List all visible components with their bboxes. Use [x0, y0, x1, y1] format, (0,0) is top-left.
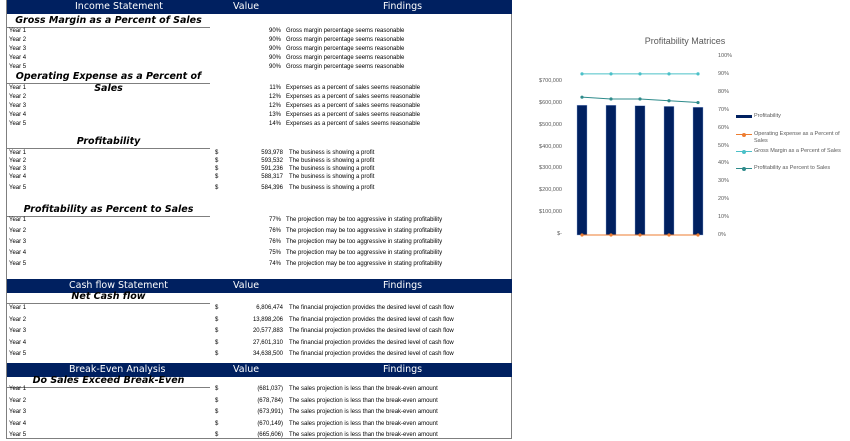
- row-finding: The sales projection is less than the break-even amount: [289, 420, 438, 427]
- profitability-bar: [606, 105, 616, 235]
- marker-swatch-icon: [742, 133, 746, 137]
- series-marker: [638, 233, 641, 236]
- chart-title: Profitability Matrices: [644, 36, 726, 46]
- row-finding: Expenses as a percent of sales seems reasonable: [286, 112, 421, 118]
- currency-symbol: $: [215, 150, 219, 156]
- table-row: [7, 339, 512, 348]
- table-row: [7, 45, 512, 54]
- table-row: [7, 27, 512, 36]
- currency-symbol: $: [215, 166, 219, 172]
- header-value: Value: [233, 364, 260, 375]
- currency-symbol: $: [215, 305, 219, 311]
- y-axis-right-tick: 50%: [718, 142, 730, 149]
- y-axis-left-tick: $500,000: [539, 121, 562, 128]
- row-label: Year 1: [9, 386, 27, 392]
- table-row: [7, 431, 512, 440]
- row-value: 14%: [269, 121, 282, 127]
- row-value: 593,532: [261, 158, 283, 164]
- row-value: 591,236: [261, 166, 283, 172]
- row-label: Year 3: [9, 239, 27, 245]
- series-marker: [609, 72, 612, 75]
- header-findings: Findings: [383, 280, 423, 291]
- header-findings: Findings: [383, 364, 423, 375]
- row-value: 76%: [269, 228, 282, 234]
- y-axis-right-tick: 0%: [718, 232, 726, 238]
- row-value: 77%: [269, 217, 282, 223]
- row-label: Year 2: [9, 94, 27, 100]
- marker-swatch-icon: [742, 167, 746, 171]
- row-value: 34,638,500: [252, 351, 283, 357]
- profitability-bar: [635, 106, 645, 235]
- table-row: [7, 54, 512, 63]
- currency-symbol: $: [215, 316, 219, 323]
- row-label: Year 4: [9, 55, 27, 61]
- legend-item: [736, 165, 848, 172]
- legend-label: Profitability as Percent to Sales: [754, 165, 831, 171]
- bar-swatch-icon: [736, 115, 752, 118]
- row-label: Year 2: [9, 316, 27, 323]
- series-marker: [696, 72, 699, 75]
- row-finding: The sales projection is less than the break-even amount: [289, 397, 438, 404]
- y-axis-left-tick: $600,000: [539, 99, 562, 106]
- row-value: 90%: [269, 64, 282, 70]
- row-value: 20,577,883: [252, 328, 283, 334]
- row-finding: The business is showing a profit: [289, 158, 375, 164]
- currency-symbol: $: [215, 351, 219, 357]
- row-finding: The business is showing a profit: [289, 185, 375, 191]
- profitability-bar: [693, 107, 703, 235]
- row-finding: The financial projection provides the desired level of cash flow: [289, 339, 454, 346]
- series-marker: [609, 97, 612, 100]
- row-finding: Gross margin percentage seems reasonable: [286, 64, 405, 70]
- table-row: [7, 227, 512, 236]
- row-value: 90%: [269, 46, 282, 52]
- income-statement-header: [7, 0, 512, 14]
- row-finding: Expenses as a percent of sales seems reasonable: [286, 94, 421, 100]
- table-row: [7, 350, 512, 359]
- row-value: 11%: [269, 85, 281, 91]
- series-marker: [667, 72, 670, 75]
- currency-symbol: $: [215, 339, 219, 346]
- row-value: 12%: [269, 94, 282, 100]
- series-marker: [609, 233, 612, 236]
- legend-label: Operating Expense as a Percent of Sales: [754, 131, 840, 144]
- row-label: Year 3: [9, 166, 27, 172]
- y-axis-right-tick: 100%: [718, 53, 733, 59]
- table-row: [7, 102, 512, 111]
- row-finding: Expenses as a percent of sales seems reasonable: [286, 121, 421, 127]
- currency-symbol: $: [215, 174, 219, 180]
- gross-margin-title: Gross Margin as a Percent of Sales: [7, 15, 210, 28]
- row-value: (678,784): [257, 397, 283, 404]
- row-finding: Expenses as a percent of sales seems reasonable: [286, 85, 421, 91]
- profitability-bar: [664, 106, 674, 235]
- row-value: (681,037): [257, 386, 283, 392]
- row-label: Year 1: [9, 28, 27, 34]
- profit-pct-title: Profitability as Percent to Sales: [7, 204, 210, 217]
- row-finding: The projection may be too aggressive in stating profitability: [286, 239, 443, 245]
- series-marker: [638, 72, 641, 75]
- y-axis-left-tick: $400,000: [539, 143, 562, 150]
- row-finding: Expenses as a percent of sales seems reasonable: [286, 103, 421, 109]
- row-label: Year 4: [9, 112, 27, 118]
- table-row: [7, 249, 512, 258]
- row-value: 6,806,474: [256, 305, 283, 311]
- row-finding: The financial projection provides the desired level of cash flow: [289, 351, 454, 357]
- row-value: (665,606): [257, 432, 283, 438]
- y-axis-left-tick: $300,000: [539, 165, 562, 172]
- row-value: 593,978: [261, 150, 283, 156]
- row-value: 584,396: [261, 185, 283, 191]
- row-value: (670,149): [257, 420, 283, 427]
- currency-symbol: $: [215, 386, 219, 392]
- table-row: [7, 420, 512, 429]
- row-value: 90%: [269, 37, 282, 43]
- net-cashflow-title: Net Cash flow: [7, 291, 210, 304]
- legend-item: [736, 131, 848, 145]
- row-value: 90%: [269, 55, 282, 61]
- y-axis-right-tick: 20%: [718, 196, 730, 203]
- series-marker: [638, 97, 641, 100]
- row-label: Year 3: [9, 103, 27, 109]
- series-marker: [667, 99, 670, 102]
- series-marker: [580, 233, 583, 236]
- row-label: Year 5: [9, 432, 27, 438]
- profitability-title: Profitability: [7, 136, 210, 149]
- table-row: [7, 84, 512, 93]
- currency-symbol: $: [215, 432, 219, 438]
- row-finding: Gross margin percentage seems reasonable: [286, 28, 405, 34]
- findings-sheet: [6, 0, 512, 439]
- row-finding: The sales projection is less than the break-even amount: [289, 409, 438, 415]
- profitability-chart: [520, 20, 850, 250]
- row-label: Year 5: [9, 64, 27, 70]
- row-finding: The projection may be too aggressive in stating profitability: [286, 250, 443, 256]
- header-title: Break-Even Analysis: [69, 364, 166, 375]
- row-label: Year 2: [9, 37, 27, 43]
- table-row: [7, 216, 512, 225]
- row-finding: The projection may be too aggressive in stating profitability: [286, 228, 443, 234]
- currency-symbol: $: [215, 185, 219, 191]
- currency-symbol: $: [215, 397, 219, 404]
- y-axis-right-tick: 80%: [718, 88, 730, 95]
- row-finding: The financial projection provides the desired level of cash flow: [289, 328, 454, 334]
- row-label: Year 1: [9, 305, 27, 311]
- row-finding: Gross margin percentage seems reasonable: [286, 46, 405, 52]
- row-label: Year 2: [9, 158, 27, 164]
- row-value: 27,601,310: [252, 339, 283, 346]
- table-row: [7, 238, 512, 247]
- y-axis-right-tick: 10%: [718, 214, 730, 221]
- header-title: Cash flow Statement: [69, 280, 169, 291]
- table-row: [7, 304, 512, 313]
- row-value: 588,317: [261, 174, 283, 180]
- row-label: Year 1: [9, 150, 27, 156]
- row-value: 74%: [269, 261, 282, 267]
- row-label: Year 3: [9, 409, 27, 415]
- series-marker: [667, 233, 670, 236]
- row-value: 13%: [269, 112, 282, 118]
- row-label: Year 4: [9, 339, 27, 346]
- y-axis-right-tick: 90%: [718, 70, 730, 77]
- y-axis-right-tick: 30%: [718, 178, 730, 185]
- currency-symbol: $: [215, 420, 219, 427]
- header-findings: Findings: [383, 1, 423, 12]
- series-marker: [580, 72, 583, 75]
- table-row: [7, 173, 512, 182]
- row-label: Year 1: [9, 217, 27, 223]
- table-row: [7, 93, 512, 102]
- y-axis-left-tick: $-: [557, 231, 562, 237]
- header-title: Income Statement: [75, 1, 163, 12]
- marker-swatch-icon: [742, 150, 746, 154]
- y-axis-right-tick: 60%: [718, 124, 730, 131]
- table-row: [7, 316, 512, 325]
- row-label: Year 4: [9, 420, 27, 427]
- y-axis-left-tick: $700,000: [539, 78, 562, 84]
- row-value: (673,991): [257, 409, 283, 415]
- currency-symbol: $: [215, 158, 219, 164]
- legend-item: [736, 148, 848, 155]
- table-row: [7, 260, 512, 269]
- row-finding: The business is showing a profit: [289, 174, 375, 180]
- row-label: Year 2: [9, 228, 27, 234]
- table-row: [7, 36, 512, 45]
- row-finding: Gross margin percentage seems reasonable: [286, 37, 405, 43]
- legend-item: [736, 113, 848, 120]
- row-label: Year 4: [9, 174, 27, 180]
- row-finding: The sales projection is less than the break-even amount: [289, 386, 438, 392]
- row-finding: Gross margin percentage seems reasonable: [286, 55, 405, 61]
- table-row: [7, 111, 512, 120]
- legend-label: Profitability: [754, 113, 781, 119]
- y-axis-left-tick: $200,000: [539, 187, 562, 194]
- series-marker: [580, 96, 583, 99]
- row-label: Year 4: [9, 250, 27, 256]
- row-label: Year 2: [9, 397, 27, 404]
- row-label: Year 5: [9, 121, 27, 127]
- row-label: Year 5: [9, 185, 27, 191]
- opex-title: Operating Expense as a Percent of Sales: [7, 71, 210, 84]
- row-label: Year 5: [9, 351, 27, 357]
- y-axis-right-tick: 70%: [718, 106, 730, 113]
- row-value: 12%: [269, 103, 282, 109]
- row-value: 13,898,206: [252, 316, 283, 323]
- table-row: [7, 385, 512, 394]
- row-finding: The business is showing a profit: [289, 150, 375, 156]
- table-row: [7, 120, 512, 129]
- y-axis-right-tick: 40%: [718, 160, 730, 167]
- header-value: Value: [233, 280, 260, 291]
- table-row: [7, 327, 512, 336]
- table-row: [7, 397, 512, 406]
- row-finding: The projection may be too aggressive in stating profitability: [286, 217, 443, 223]
- y-axis-left-tick: $100,000: [539, 209, 562, 216]
- row-label: Year 1: [9, 85, 27, 91]
- row-label: Year 5: [9, 261, 27, 267]
- row-value: 76%: [269, 239, 282, 245]
- breakeven-subtitle: Do Sales Exceed Break-Even: [7, 375, 210, 388]
- currency-symbol: $: [215, 328, 219, 334]
- row-finding: The sales projection is less than the break-even amount: [289, 432, 438, 438]
- row-finding: The business is showing a profit: [289, 166, 375, 172]
- row-value: 90%: [269, 28, 282, 34]
- table-row: [7, 408, 512, 417]
- profitability-bar: [577, 105, 587, 235]
- row-finding: The projection may be too aggressive in stating profitability: [286, 261, 443, 267]
- header-value: Value: [233, 1, 260, 12]
- row-finding: The financial projection provides the desired level of cash flow: [289, 316, 454, 323]
- row-finding: The financial projection provides the desired level of cash flow: [289, 305, 454, 311]
- legend-label: Gross Margin as a Percent of Sales: [754, 148, 841, 154]
- row-label: Year 3: [9, 328, 27, 334]
- table-row: [7, 184, 512, 193]
- row-value: 75%: [269, 250, 282, 256]
- currency-symbol: $: [215, 409, 219, 415]
- series-marker: [696, 101, 699, 104]
- series-marker: [696, 233, 699, 236]
- row-label: Year 3: [9, 46, 27, 52]
